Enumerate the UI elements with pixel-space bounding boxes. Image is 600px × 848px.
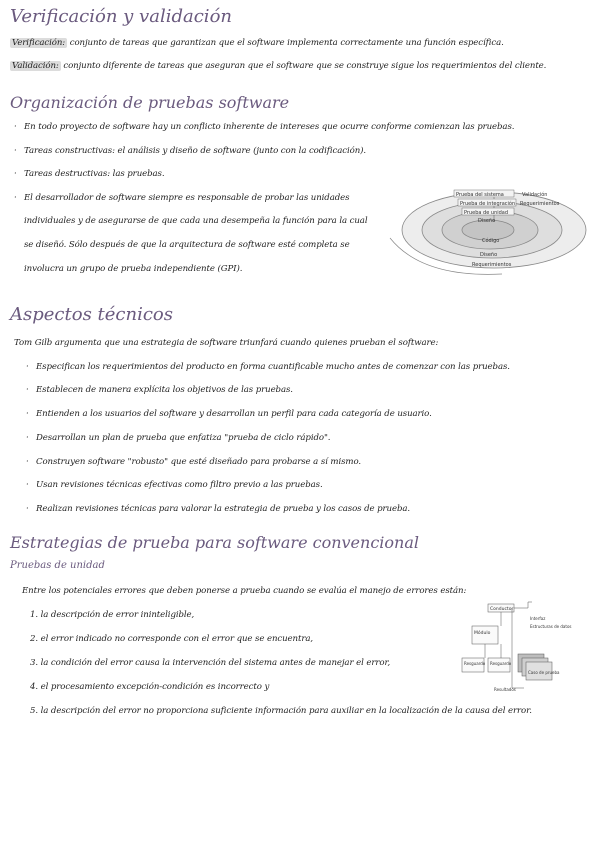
spiral-label: Prueba del sistema	[456, 192, 504, 198]
diagram-label: Estructuras de datos	[530, 624, 572, 629]
diagram-label: Módulo	[474, 631, 491, 636]
intro-line: Tom Gilb argumenta que una estrategia de software triunfará cuando quienes prueban el software:	[14, 338, 439, 348]
intro-line: Entre los potenciales errores que deben ponerse a prueba cuando se evalúa el manejo de errores están:	[22, 586, 467, 596]
numbered-item: 1. la descripción de error ininteligible,	[30, 610, 195, 620]
subsection-title-unit-tests: Pruebas de unidad	[10, 560, 105, 571]
spiral-label: Requerimientos	[520, 201, 560, 207]
unit-test-environment-diagram	[458, 598, 590, 698]
numbered-item: 5. la descripción del error no proporciona suficiente información para auxiliar en la localización de la causa del error.	[30, 706, 532, 716]
section-title-conventional-strategies: Estrategias de prueba para software convencional	[10, 533, 419, 552]
bullet-line: · Tareas destructivas: las pruebas.	[14, 169, 165, 179]
diagram-label: Caso de prueba	[528, 670, 560, 675]
bullet-line: · Entienden a los usuarios del software y desarrollan un perfil para cada categoría de usuario.	[26, 409, 432, 419]
spiral-label: Código	[482, 238, 500, 244]
section-title-verification: Verificación y validación	[10, 6, 232, 27]
definition-validation: Validación: conjunto diferente de tareas que aseguran que el software que se construye sigue los requerimientos del cliente.	[12, 61, 547, 71]
bullet-line: · El desarrollador de software siempre es responsable de probar las unidades	[14, 193, 350, 203]
diagram-label: Resultados	[494, 687, 516, 692]
numbered-item: 4. el procesamiento excepción-condición es incorrecto y	[30, 682, 270, 692]
bullet-continuation: se diseñó. Sólo después de que la arquitectura de software esté completa se	[24, 240, 350, 250]
term-validation: Validación:	[12, 61, 59, 71]
spiral-label: Prueba de unidad	[464, 210, 509, 216]
term-verification: Verificación:	[12, 38, 66, 48]
spiral-label: Diseño	[478, 218, 496, 224]
definition-verification: Verificación: conjunto de tareas que garantizan que el software implementa correctamente una función específica.	[12, 38, 504, 48]
spiral-label: Prueba de integración	[460, 201, 516, 207]
bullet-line: · Establecen de manera explícita los objetivos de las pruebas.	[26, 385, 293, 395]
bullet-line: · Desarrollan un plan de prueba que enfatiza "prueba de ciclo rápido".	[26, 433, 331, 443]
spiral-label: Diseño	[480, 252, 498, 258]
spiral-label: Validación	[522, 192, 548, 198]
bullet-line: · Realizan revisiones técnicas para valorar la estrategia de prueba y los casos de prueba.	[26, 504, 411, 514]
section-title-test-organization: Organización de pruebas software	[10, 93, 290, 112]
spiral-label: Requerimientos	[472, 262, 512, 268]
bullet-line: · Usan revisiones técnicas efectivas como filtro previo a las pruebas.	[26, 480, 323, 490]
testing-spiral-diagram	[382, 186, 594, 282]
bullet-line: · En todo proyecto de software hay un conflicto inherente de intereses que ocurre conforme comienzan las pruebas.	[14, 122, 515, 132]
diagram-label: Resguardo	[490, 661, 512, 666]
diagram-label: Interfaz	[530, 616, 546, 621]
section-title-technical-aspects: Aspectos técnicos	[10, 304, 173, 325]
bullet-continuation: individuales y de asegurarse de que cada una desempeña la función para la cual	[24, 216, 368, 226]
bullet-line: · Especifican los requerimientos del producto en forma cuantificable mucho antes de comenzar con las pruebas.	[26, 362, 510, 372]
diagram-label: Conductor	[490, 607, 514, 612]
bullet-continuation: involucra un grupo de prueba independiente (GPI).	[24, 264, 243, 274]
diagram-label: Resguardo	[464, 661, 486, 666]
bullet-line: · Construyen software "robusto" que esté diseñado para probarse a sí mismo.	[26, 457, 362, 467]
numbered-item: 2. el error indicado no corresponde con el error que se encuentra,	[30, 634, 313, 644]
bullet-line: · Tareas constructivas: el análisis y diseño de software (junto con la codificación).	[14, 146, 367, 156]
numbered-item: 3. la condición del error causa la intervención del sistema antes de manejar el error,	[30, 658, 391, 668]
